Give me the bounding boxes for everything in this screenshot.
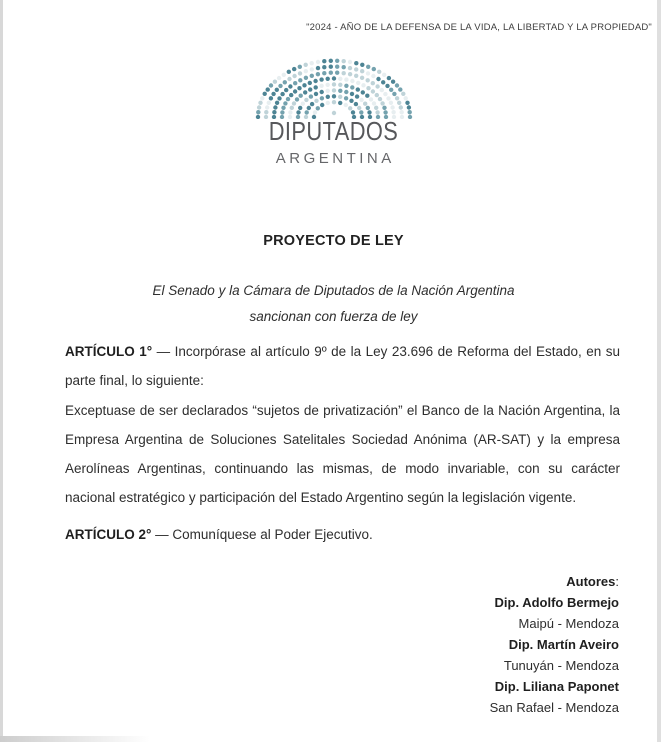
author-district: San Rafael - Mendoza	[489, 700, 619, 715]
article-1-text: — Incorpórase al artículo 9º de la Ley 23.696 de Reforma del Estado, en su parte final, lo siguiente:	[65, 344, 620, 388]
author-name: Dip. Adolfo Bermejo	[494, 595, 619, 610]
document-title: PROYECTO DE LEY	[263, 233, 404, 249]
author-district: Maipú - Mendoza	[518, 616, 619, 631]
author-district: Tunuyán - Mendoza	[503, 658, 619, 673]
author-name: Dip. Liliana Paponet	[494, 679, 619, 694]
logo-title: DIPUTADOS	[268, 116, 399, 146]
article-1	[65, 337, 620, 395]
hemicycle-icon	[254, 55, 414, 119]
insertion-paragraph: Exceptuase de ser declarados “sujetos de privatización” el Banco de la Nación Argentina, la Empresa Argentina de Soluciones Satelitales Sociedad Anónima (AR-SAT) y la empresa Aerolíneas Argentinas, continuando las mismas, de modo invariable, con su carácter nacional estratégico y participación del Estado Argentino según la legislación vigente.	[65, 403, 620, 505]
article-1-label: ARTÍCULO 1°	[65, 344, 153, 359]
authors-block	[65, 571, 619, 718]
article-2	[65, 520, 620, 549]
author-name: Dip. Martín Aveiro	[508, 637, 619, 652]
article-2-text: — Comuníquese al Poder Ejecutivo.	[155, 527, 373, 542]
preamble	[0, 278, 667, 330]
authors-heading: Autores:	[566, 574, 619, 589]
year-motto: "2024 - AÑO DE LA DEFENSA DE LA VIDA, LA LIBERTAD Y LA PROPIEDAD"	[306, 22, 652, 33]
logo-subtitle: ARGENTINA	[275, 150, 395, 167]
preamble-line-1: El Senado y la Cámara de Diputados de la Nación Argentina	[152, 283, 515, 298]
preamble-line-2: sancionan con fuerza de ley	[249, 309, 418, 324]
page-edge-bottom	[0, 736, 150, 742]
article-2-label: ARTÍCULO 2°	[65, 527, 152, 542]
diputados-logo	[0, 55, 667, 167]
